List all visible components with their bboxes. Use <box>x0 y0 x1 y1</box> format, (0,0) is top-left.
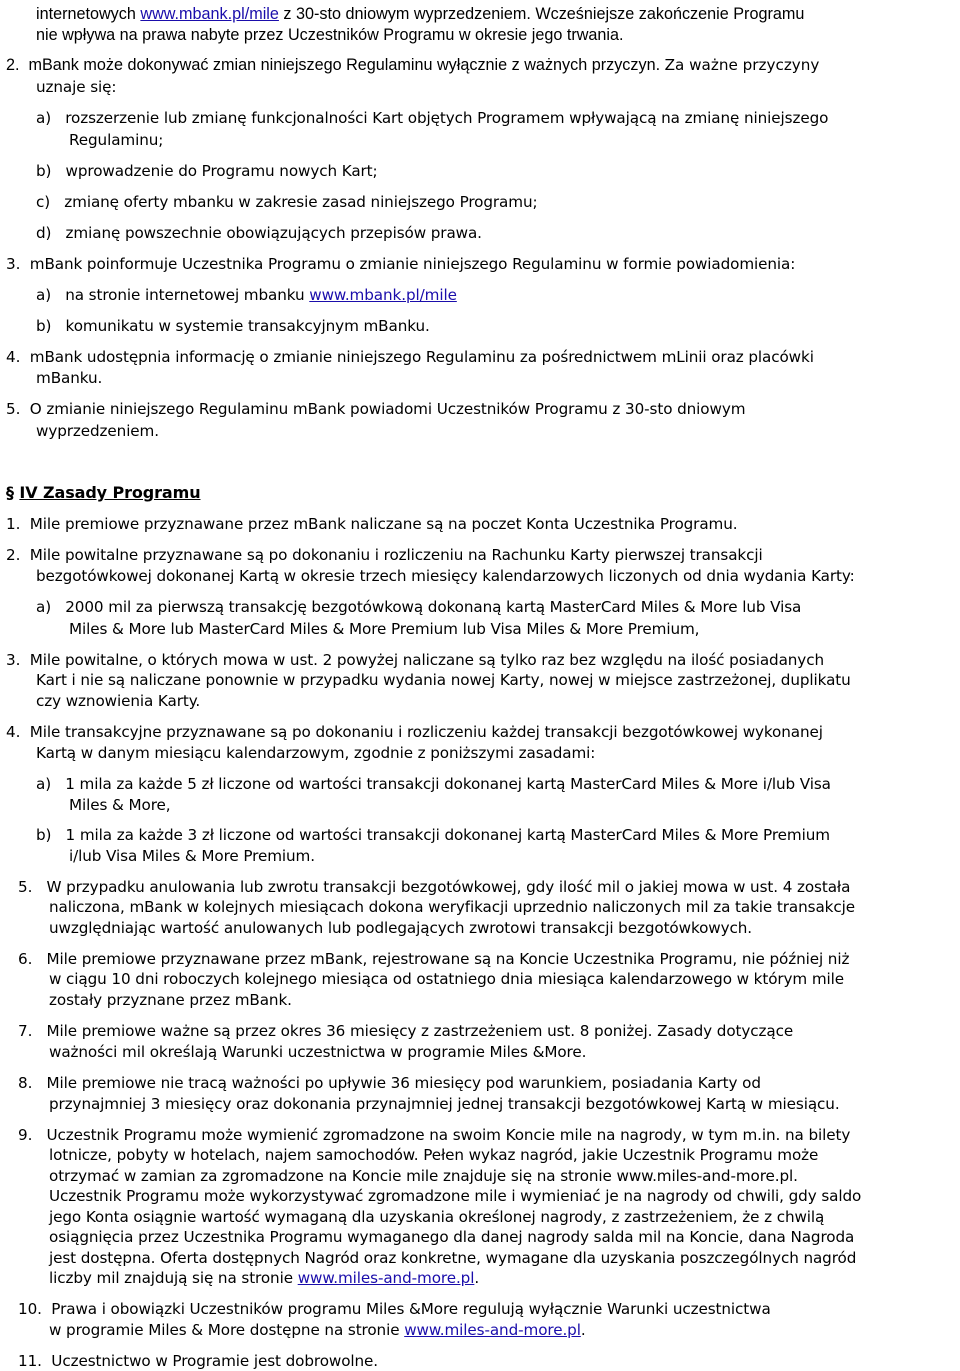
paragraph: 7. Mile premiowe ważne są przez okres 36 miesięcy z zastrzeżeniem ust. 8 poniżej. Zasady dotyczące <box>18 1022 794 1040</box>
paragraph-continuation: Kart i nie są naliczane ponownie w przypadku wydania nowej Karty, nowej w miejsce zastrzeżonej, duplikatu <box>36 671 851 689</box>
paragraph: 8. Mile premiowe nie tracą ważności po upływie 36 miesięcy pod warunkiem, posiadania Karty od <box>18 1074 761 1092</box>
paragraph-continuation: w ciągu 10 dni roboczych kolejnego miesiąca od ostatniego dnia miesiąca kalendarzowego w którym mile <box>49 970 845 988</box>
paragraph: 11. Uczestnictwo w Programie jest dobrowolne. <box>18 1352 379 1370</box>
paragraph-continuation: zostały przyznane przez mBank. <box>49 991 292 1009</box>
paragraph: 4. Mile transakcyjne przyznawane są po dokonaniu i rozliczeniu każdej transakcji bezgotówkowej wykonanej <box>6 723 823 741</box>
paragraph: 5. O zmianie niniejszego Regulaminu mBank powiadomi Uczestników Programu z 30-sto dniowym <box>6 400 746 418</box>
paragraph: 3. mBank poinformuje Uczestnika Programu o zmianie niniejszego Regulaminu w formie powiadomienia: <box>6 255 796 273</box>
paragraph: 10. Prawa i obowiązki Uczestników programu Miles &More regulują wyłącznie Warunki uczestnictwa <box>18 1300 771 1318</box>
paragraph: 6. Mile premiowe przyznawane przez mBank, rejestrowane są na Koncie Uczestnika Programu, nie później niż <box>18 950 850 968</box>
paragraph-continuation: czy wznowienia Karty. <box>36 692 201 710</box>
paragraph-continuation: osiągnięcia przez Uczestnika Programu wymaganego dla danej nagrody salda mil na Koncie, dana Nagroda <box>49 1228 855 1246</box>
paragraph: 5. W przypadku anulowania lub zwrotu transakcji bezgotówkowej, gdy ilość mil o jakiej mowa w ust. 4 została <box>18 878 851 896</box>
miles-and-more-link[interactable]: www.miles-and-more.pl <box>404 1321 581 1339</box>
list-item: b) wprowadzenie do Programu nowych Kart; <box>36 162 378 180</box>
list-item-continuation: Miles & More lub MasterCard Miles & More Premium lub Visa Miles & More Premium, <box>69 620 700 638</box>
list-item: b) 1 mila za każde 3 zł liczone od wartości transakcji dokonanej kartą MasterCard Miles & More Premium <box>36 826 830 844</box>
paragraph-continuation: Kartą w danym miesiącu kalendarzowym, zgodnie z poniższymi zasadami: <box>36 744 596 762</box>
text-line: internetowych www.mbank.pl/mile z 30-sto dniowym wyprzedzeniem. Wcześniejsze zakończenie Programu <box>36 5 805 23</box>
paragraph-continuation: jego Konta osiągnie wartość wymaganą dla uzyskania określonej nagrody, z zastrzeżeniem, że z chwilą <box>49 1208 825 1226</box>
list-item: b) komunikatu w systemie transakcyjnym mBanku. <box>36 317 430 335</box>
paragraph: 4. mBank udostępnia informację o zmianie niniejszego Regulaminu za pośrednictwem mLinii oraz placówki <box>6 348 814 366</box>
paragraph-continuation: w programie Miles & More dostępne na stronie www.miles-and-more.pl. <box>49 1321 586 1339</box>
miles-and-more-link[interactable]: www.miles-and-more.pl <box>297 1269 475 1287</box>
paragraph-continuation: liczby mil znajdują się na stronie www.miles-and-more.pl. <box>49 1269 480 1287</box>
paragraph-continuation: przynajmniej 3 miesięcy oraz dokonania przynajmniej jednej transakcji bezgotówkowej Kartą w miesiącu. <box>49 1095 840 1113</box>
list-item: a) rozszerzenie lub zmianę funkcjonalności Kart objętych Programem wpływającą na zmianę niniejszego <box>36 109 829 127</box>
list-item: a) na stronie internetowej mbanku www.mbank.pl/mile <box>36 286 457 304</box>
text-line: 2. mBank może dokonywać zmian niniejszego Regulaminu wyłącznie z ważnych przyczyn. Za ważne przyczyny <box>6 56 820 74</box>
paragraph: 9. Uczestnik Programu może wymienić zgromadzone na swoim Koncie mile na nagrody, w tym m.in. na bilety <box>18 1126 851 1144</box>
paragraph-continuation: Uczestnik Programu może wykorzystywać zgromadzone mile i wymieniać je na nagrody od chwili, gdy saldo <box>49 1187 862 1205</box>
paragraph-continuation: uwzględniając wartość anulowanych lub podlegających zwrotowi transakcji bezgotówkowych. <box>49 919 752 937</box>
paragraph-continuation: ważności mil określają Warunki uczestnictwa w programie Miles &More. <box>49 1043 587 1061</box>
paragraph-continuation: jest dostępna. Oferta dostępnych Nagród oraz konkretne, wymagane dla uzyskania poszczególnych nagród <box>49 1249 857 1267</box>
list-item-continuation: i/lub Visa Miles & More Premium. <box>69 847 315 865</box>
paragraph: 1. Mile premiowe przyznawane przez mBank naliczane są na poczet Konta Uczestnika Programu. <box>6 515 738 533</box>
mbank-mile-link[interactable]: www.mbank.pl/mile <box>140 5 279 23</box>
paragraph-continuation: otrzymać w zamian za zgromadzone na Koncie mile znajduje się na stronie www.miles-and-more.pl. <box>49 1167 798 1185</box>
paragraph-continuation: bezgotówkowej dokonanej Kartą w okresie trzech miesięcy kalendarzowych liczonych od dnia wydania Karty: <box>36 567 855 585</box>
list-item: c) zmianę oferty mbanku w zakresie zasad niniejszego Programu; <box>36 193 538 211</box>
paragraph: 2. Mile powitalne przyznawane są po dokonaniu i rozliczeniu na Rachunku Karty pierwszej transakcji <box>6 546 763 564</box>
list-item: a) 2000 mil za pierwszą transakcję bezgotówkową dokonaną kartą MasterCard Miles & More lub Visa <box>36 598 802 616</box>
mbank-mile-link[interactable]: www.mbank.pl/mile <box>309 286 457 304</box>
paragraph-continuation: lotnicze, pobyty w hotelach, najem samochodów. Pełen wykaz nagród, jakie Uczestnik Programu może <box>49 1146 819 1164</box>
list-item-continuation: Miles & More, <box>69 796 171 814</box>
text-line: uznaje się: <box>36 78 117 96</box>
paragraph-continuation: mBanku. <box>36 369 103 387</box>
paragraph-continuation: wyprzedzeniem. <box>36 422 159 440</box>
paragraph: 3. Mile powitalne, o których mowa w ust. 2 powyżej naliczane są tylko raz bez względu na ilość posiadanych <box>6 651 824 669</box>
paragraph-continuation: naliczona, mBank w kolejnych miesiącach dokona weryfikacji uprzednio naliczonych mil za takie transakcje <box>49 898 855 916</box>
list-item-continuation: Regulaminu; <box>69 131 164 149</box>
list-item: d) zmianę powszechnie obowiązujących przepisów prawa. <box>36 224 482 242</box>
text-line: nie wpływa na prawa nabyte przez Uczestników Programu w okresie jego trwania. <box>36 26 624 44</box>
list-item: a) 1 mila za każde 5 zł liczone od wartości transakcji dokonanej kartą MasterCard Miles & More i/lub Visa <box>36 775 831 793</box>
section-heading: § IV Zasady Programu <box>6 483 201 502</box>
